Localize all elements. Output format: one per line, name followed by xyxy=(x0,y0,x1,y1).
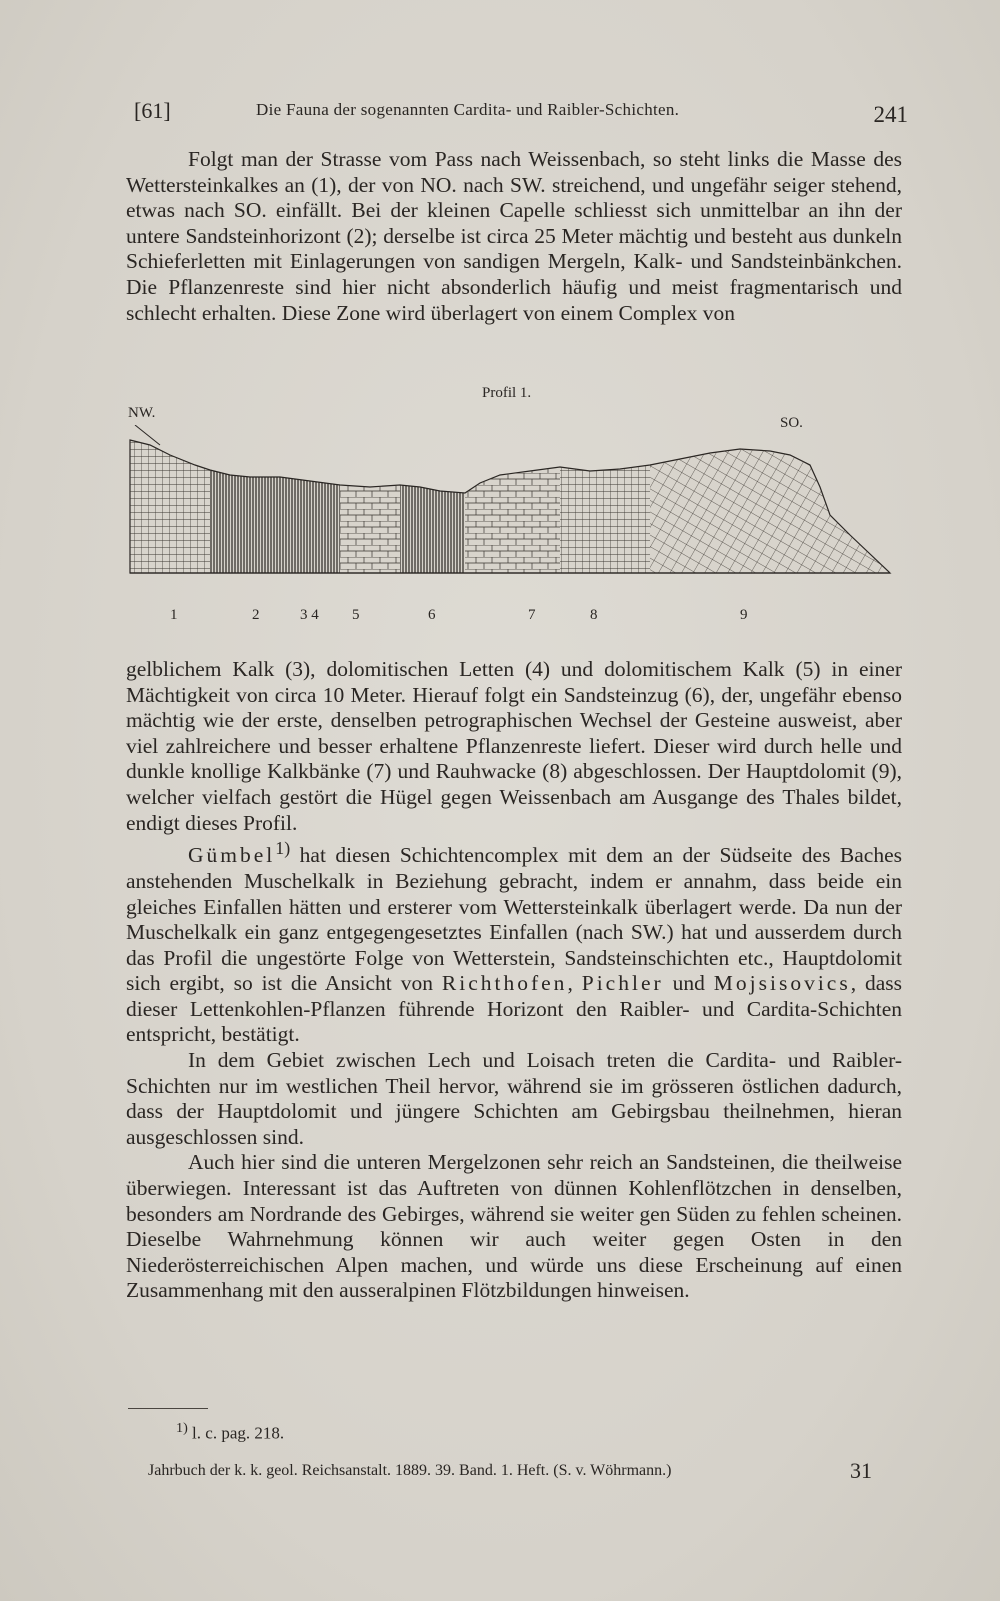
layer-number-6: 6 xyxy=(428,607,436,623)
layer-number-2: 2 xyxy=(252,607,260,623)
paragraph xyxy=(126,836,902,1048)
signature-mark: 31 xyxy=(850,1458,872,1483)
layer-number-9: 9 xyxy=(740,607,748,623)
separator-text: und xyxy=(663,971,714,996)
running-title: Die Fauna der sogenannten Cardita- und Raibler-Schichten. xyxy=(256,100,680,119)
footnote-divider xyxy=(128,1408,208,1409)
paragraph-text: , dass dieser Lettenkohlen-Pflanzen führende Horizont den Raibler- und Cardita-Schichten entspricht, bestätigt. xyxy=(126,971,903,1047)
layer-number-5: 5 xyxy=(352,607,360,623)
author-name: Pichler xyxy=(581,971,664,996)
footnote-mark: 1) xyxy=(176,1420,188,1436)
direction-label-so: SO. xyxy=(780,415,803,431)
paragraph: In dem Gebiet zwischen Lech und Loisach treten die Cardita- und Raibler-Schichten nur im westlichen Theil hervor, während sie im grösseren östlichen dadurch, dass der Hauptdolomit und jüngere Schichten am Gebirgsbau theilnehmen, hieran ausgeschlossen sind. xyxy=(126,1048,902,1149)
paragraph: Folgt man der Strasse vom Pass nach Weissenbach, so steht links die Masse des Wettersteinkalkes an (1), der von NO. nach SW. streichend, und ungefähr seiger stehend, etwas nach SO. einfällt. Bei der kleinen Capelle schliesst sich unmittelbar an ihn der untere Sandsteinhorizont (2); derselbe ist circa 25 Meter mächtig und besteht aus dunkeln Schieferletten mit Einlagerungen von sandigen Mergeln, Kalk- und Sandsteinbänkchen. Die Pflanzenreste sind hier nicht absonderlich häufig und meist fragmentarisch und schlecht erhalten. Diese Zone wird überlagert von einem Complex von xyxy=(126,147,902,325)
footnote-reference: 1) xyxy=(275,838,291,859)
author-name: Richthofen xyxy=(441,971,568,996)
profile-drawing xyxy=(120,425,910,600)
journal-imprint: Jahrbuch der k. k. geol. Reichsanstalt. 1889. 39. Band. 1. Heft. (S. v. Wöhrmann.) xyxy=(148,1462,672,1479)
paragraph: Auch hier sind die unteren Mergelzonen sehr reich an Sandsteinen, die theilweise überwiegen. Interessant ist das Auftreten von dünnen Kohlenflötzchen in denselben, besonders am Nordrande des Gebirges, während sie weiter gen Süden zu fehlen scheinen. Dieselbe Wahrnehmung können wir auch weiter gegen Osten in den Niederösterreichischen Alpen machen, und würde uns diese Erscheinung auf einen Zusammenhang mit den ausseralpinen Flötzbildungen hinweisen. xyxy=(126,1150,902,1303)
layer-number-1: 1 xyxy=(170,607,178,623)
separator-text: , xyxy=(567,971,582,996)
figure-title: Profil 1. xyxy=(482,385,532,401)
text-before-figure xyxy=(126,147,902,326)
page-footer xyxy=(148,1458,888,1483)
layer-number-3-4: 3 4 xyxy=(300,607,319,623)
layer-number-7: 7 xyxy=(528,607,536,623)
footnote-text: l. c. pag. 218. xyxy=(187,1423,285,1443)
geological-profile-figure xyxy=(120,385,910,635)
author-name: Gümbel xyxy=(188,843,276,868)
text-after-figure xyxy=(126,657,902,1304)
direction-label-nw: NW. xyxy=(128,405,156,421)
paragraph-text: hat diesen Schichtencomplex mit dem an der Südseite des Baches anstehenden Muschelkalk in Beziehung gebracht, indem er annahm, dass beide ein gleiches Einfallen hätten und ersterer vom Wettersteinkalk überlagert werde. Da nun der Muschelkalk ein ganz entgegengesetztes Einfallen (nach SW.) hat und ausserdem durch das Profil die ungestörte Folge von Wetterstein, Sandsteinschichten etc., Hauptdolomit sich ergibt, so ist die Ansicht von xyxy=(126,843,902,996)
footnote xyxy=(176,1420,284,1444)
page-reference: [61] xyxy=(134,98,171,123)
layer-number-8: 8 xyxy=(590,607,598,623)
author-name: Mojsisovics xyxy=(713,971,851,996)
page-number: 241 xyxy=(873,102,908,127)
paragraph: gelblichem Kalk (3), dolomitischen Letten (4) und dolomitischem Kalk (5) in einer Mächtigkeit von circa 10 Meter. Hierauf folgt ein Sandsteinzug (6), der, ungefähr ebenso mächtig wie der erste, denselben petrographischen Wechsel der Gesteine ausweist, aber viel zahlreichere und besser erhaltene Pflanzenreste liefert. Dieser wird durch helle und dunkle knollige Kalkbänke (7) und Rauhwacke (8) abgeschlossen. Der Hauptdolomit (9), welcher vielfach gestört die Hügel gegen Weissenbach am Ausgange des Thales bildet, endigt dieses Profil. xyxy=(126,657,902,835)
page-header xyxy=(128,92,908,126)
